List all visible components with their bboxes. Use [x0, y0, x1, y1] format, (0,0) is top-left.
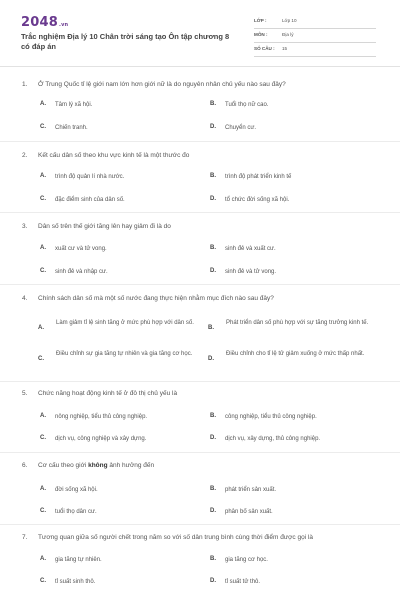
meta-value: 15: [282, 46, 288, 51]
question-3: [22, 223, 382, 275]
question-divider: [0, 141, 400, 142]
option-letter: C.: [40, 196, 46, 202]
option-letter: B.: [210, 486, 216, 492]
question-number: 7.: [22, 534, 28, 541]
option-text: tỉ suất sinh thô.: [55, 579, 96, 585]
option-text: Điều chỉnh cho tỉ lệ tử giảm xuống ở mức thấp nhất.: [226, 351, 365, 357]
option-letter: C.: [40, 508, 46, 514]
option-letter: D.: [210, 508, 216, 514]
option-text: Tuổi thọ nữ cao.: [225, 102, 269, 108]
question-divider: [0, 212, 400, 213]
question-number: 4.: [22, 295, 28, 302]
question-text: Chức năng hoạt động kinh tế ở đô thị chủ yếu là: [38, 390, 178, 397]
option-letter: A.: [40, 486, 46, 492]
question-number: 3.: [22, 223, 28, 230]
option-letter: C.: [40, 124, 46, 130]
question-4: [22, 295, 382, 362]
option-text: trình độ phát triển kinh tế: [225, 174, 292, 180]
option-letter: D.: [210, 268, 216, 274]
option-text: Chuyển cư.: [225, 125, 257, 131]
option-letter: B.: [210, 556, 216, 562]
option-letter: B.: [208, 325, 214, 331]
option-letter: B.: [210, 101, 216, 107]
question-divider: [0, 381, 400, 382]
option-letter: C.: [38, 356, 44, 362]
logo-suffix: .vn: [58, 22, 69, 28]
option-text: Điều chỉnh sự gia tăng tự nhiên và gia tăng cơ học.: [56, 351, 193, 357]
option-text: dịch vụ, công nghiệp và xây dựng.: [55, 436, 147, 442]
meta-key: LỚP :: [254, 18, 267, 23]
header-divider: [0, 66, 400, 67]
option-a[interactable]: [38, 319, 208, 339]
option-text: dịch vụ, xây dựng, thủ công nghiệp.: [225, 436, 321, 442]
option-text: Tâm lý xã hội.: [55, 102, 93, 108]
option-text: gia tăng tự nhiên.: [55, 557, 102, 563]
option-text: sinh đẻ và xuất cư.: [225, 246, 276, 252]
option-letter: D.: [210, 435, 216, 441]
option-letter: A.: [40, 173, 46, 179]
question-text-post: ảnh hưởng đến: [107, 462, 155, 469]
meta-table: [254, 15, 376, 57]
option-letter: D.: [210, 578, 216, 584]
option-text: Phát triển dân số phù hợp với sự tăng trưởng kinh tế.: [226, 320, 369, 326]
meta-row-count: [254, 43, 376, 57]
option-letter: B.: [210, 413, 216, 419]
question-divider: [0, 284, 400, 285]
question-5: [22, 390, 382, 442]
option-letter: B.: [210, 245, 216, 251]
question-text: [38, 462, 154, 469]
meta-key: MÔN :: [254, 32, 268, 37]
question-1: [22, 81, 382, 131]
question-divider: [0, 452, 400, 453]
option-text: tổ chức đời sống xã hội.: [225, 197, 290, 203]
site-logo[interactable]: [21, 15, 68, 30]
option-text: nông nghiệp, tiểu thủ công nghiệp.: [55, 414, 148, 420]
option-text: gia tăng cơ học.: [225, 557, 268, 563]
option-text: sinh đẻ và tử vong.: [225, 269, 277, 275]
option-text: đời sống xã hội.: [55, 487, 98, 493]
question-text: Dân số trên thế giới tăng lên hay giảm đi là do: [38, 223, 171, 230]
logo-text: 2048: [21, 15, 58, 30]
question-number: 6.: [22, 462, 28, 469]
question-text: Kết cấu dân số theo khu vực kinh tế là một thước đo: [38, 152, 190, 159]
option-b[interactable]: [208, 319, 378, 339]
question-2: [22, 152, 382, 203]
option-letter: A.: [38, 325, 44, 331]
page-title: Trắc nghiệm Địa lý 10 Chân trời sáng tạo Ôn tập chương 8 có đáp án: [21, 32, 230, 51]
question-number: 2.: [22, 152, 28, 159]
question-text: Ở Trung Quốc tỉ lệ giới nam lớn hơn giới nữ là do nguyên nhân chủ yếu nào sau đây?: [38, 81, 286, 88]
option-letter: A.: [40, 556, 46, 562]
option-text: sinh đẻ và nhập cư.: [55, 269, 108, 275]
option-letter: D.: [210, 124, 216, 130]
question-divider: [0, 524, 400, 525]
question-text: Tương quan giữa số người chết trong năm so với số dân trung bình cùng thời điểm được gọi là: [38, 534, 314, 541]
option-text: phát triển sản xuất.: [225, 487, 277, 493]
question-text-emphasis: không: [88, 462, 108, 469]
option-text: đặc điểm sinh của dân số.: [55, 197, 125, 203]
option-letter: A.: [40, 413, 46, 419]
option-d[interactable]: [208, 350, 378, 370]
option-letter: D.: [208, 356, 214, 362]
meta-row-class: [254, 15, 376, 29]
meta-value: Lớp 10: [282, 18, 297, 23]
option-text: xuất cư và tử vong.: [55, 246, 107, 252]
question-text: Chính sách dân số mà một số nước đang thực hiện nhằm mục đích nào sau đây?: [38, 295, 274, 302]
meta-row-subject: [254, 29, 376, 43]
option-text: công nghiệp, tiểu thủ công nghiệp.: [225, 414, 317, 420]
option-letter: C.: [40, 435, 46, 441]
question-7: [22, 534, 382, 585]
option-text: phân bố sản xuất.: [225, 509, 273, 515]
option-letter: A.: [40, 245, 46, 251]
option-text: Làm giảm tỉ lệ sinh tăng ở mức phù hợp với dân số.: [56, 320, 194, 326]
option-letter: A.: [40, 101, 46, 107]
question-text-pre: Cơ cấu theo giới: [38, 462, 89, 469]
option-text: trình độ quản lí nhà nước.: [55, 174, 125, 180]
option-letter: C.: [40, 268, 46, 274]
option-text: Chiến tranh.: [55, 125, 88, 131]
meta-value: Địa lý: [282, 32, 294, 37]
option-c[interactable]: [38, 350, 208, 370]
option-text: tỉ suất tử thô.: [225, 579, 261, 585]
option-letter: C.: [40, 578, 46, 584]
option-letter: B.: [210, 173, 216, 179]
question-6: [22, 462, 382, 515]
question-number: 5.: [22, 390, 28, 397]
question-number: 1.: [22, 81, 28, 88]
option-text: tuổi thọ dân cư.: [55, 509, 97, 515]
option-letter: D.: [210, 196, 216, 202]
meta-key: SỐ CÂU :: [254, 46, 275, 51]
